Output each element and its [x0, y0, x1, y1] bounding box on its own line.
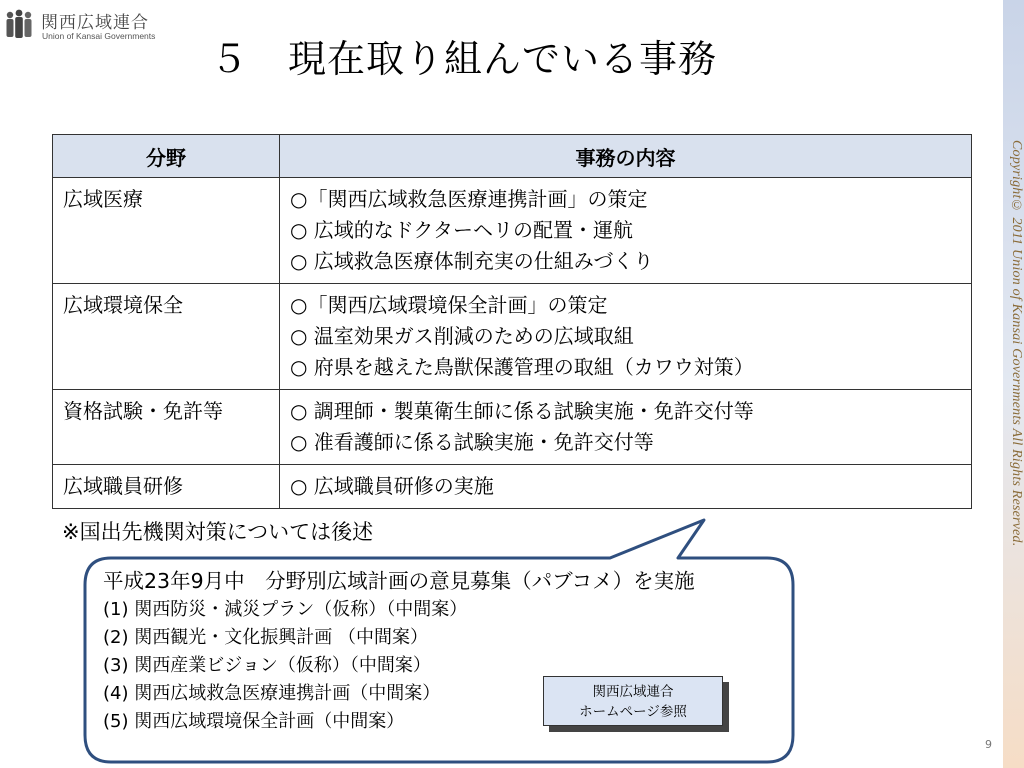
logo-name-jp: 関西広域連合 — [41, 13, 149, 33]
task-item: ○ 温室効果ガス削減のための広域取組 — [290, 324, 634, 348]
field-cell: 広域医療 — [53, 178, 280, 284]
task-item: ○ 府県を越えた鳥獣保護管理の取組（カワウ対策） — [290, 355, 754, 379]
plan-item: (4) 関西広域救急医療連携計画（中間案） — [103, 683, 441, 704]
task-item: ○ 調理師・製菓衛生師に係る試験実施・免許交付等 — [290, 399, 754, 423]
bubble-heading: 平成23年9月中 分野別広域計画の意見募集（パブコメ）を実施 — [103, 569, 695, 593]
task-item: ○ 准看護師に係る試験実施・免許交付等 — [290, 430, 654, 454]
task-item: ○「関西広域環境保全計画」の策定 — [290, 293, 608, 317]
footnote: ※国出先機関対策については後述 — [62, 520, 374, 544]
plan-list — [103, 596, 467, 736]
homepage-reference-box — [543, 676, 723, 726]
logo-name-en: Union of Kansai Governments — [42, 31, 156, 41]
hp-box-line2: ホームページ参照 — [579, 704, 687, 720]
task-item: ○「関西広域救急医療連携計画」の策定 — [290, 187, 648, 211]
task-item: ○ 広域職員研修の実施 — [290, 474, 494, 498]
plan-item: (2) 関西観光・文化振興計画 （中間案） — [103, 627, 428, 648]
task-item: ○ 広域的なドクターヘリの配置・運航 — [290, 218, 634, 242]
plan-item: (5) 関西広域環境保全計画（中間案） — [103, 711, 405, 732]
page-number: 9 — [985, 738, 992, 751]
field-cell: 広域職員研修 — [53, 465, 280, 509]
hp-box-line1: 関西広域連合 — [592, 684, 674, 700]
header-field: 分野 — [53, 135, 280, 178]
plan-item: (3) 関西産業ビジョン（仮称）（中間案） — [103, 655, 431, 676]
task-item: ○ 広域救急医療体制充実の仕組みづくり — [290, 249, 654, 273]
field-cell: 資格試験・免許等 — [53, 390, 280, 465]
plan-item: (1) 関西防災・減災プラン（仮称）（中間案） — [103, 599, 468, 620]
copyright-text: Copyright© 2011 Union of Kansai Governments All Rights Reserved. — [1009, 140, 1024, 547]
header-content: 事務の内容 — [280, 135, 972, 178]
field-cell: 広域環境保全 — [53, 284, 280, 390]
page-title: ５ 現在取り組んでいる事務 — [210, 37, 718, 81]
